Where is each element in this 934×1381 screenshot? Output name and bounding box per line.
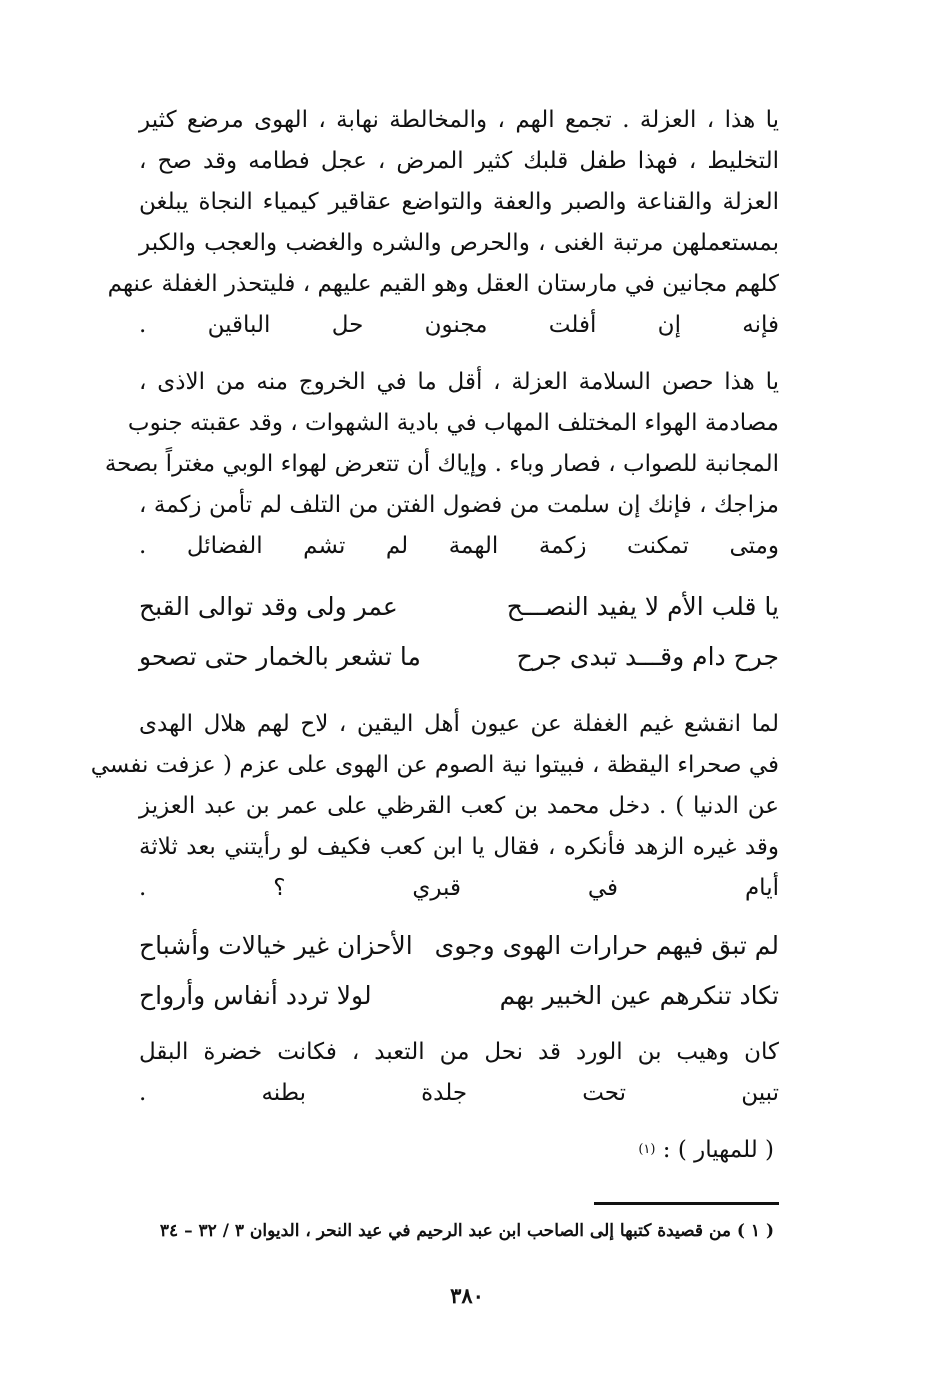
verse-row bbox=[139, 585, 779, 629]
text-line: لما انقشع غيم الغفلة عن عيون أهل اليقين ، لاح لهم هلال الهدى bbox=[139, 711, 779, 737]
attribution-text: ( للمهيار ) : bbox=[662, 1137, 774, 1163]
text-line: كلهم مجانين في مارستان العقل وهو القيم عليهم ، فليتحذر الغفلة عنهم bbox=[107, 271, 779, 297]
verse-row bbox=[139, 924, 779, 968]
hemistich-first: تكاد تنكرهم عين الخبير بهم bbox=[499, 981, 779, 1010]
paragraph-1 bbox=[107, 100, 779, 346]
text-line: ومتى تمكنت زكمة الهمة لم تشم الفضائل . bbox=[139, 533, 779, 559]
verse-row bbox=[139, 635, 779, 679]
hemistich-second: لولا تردد أنفاس وأرواح bbox=[139, 981, 372, 1010]
text-line: يا هذا حصن السلامة العزلة ، أقل ما في الخروج منه من الاذى ، bbox=[139, 369, 779, 395]
text-line: العزلة والقناعة والصبر والعفة والتواضع عقاقير كيمياء النجاة يبلغن bbox=[139, 189, 779, 215]
text-line: التخليط ، فهذا طفل قلبك كثير المرض ، عجل فطامه وقد صح ، bbox=[139, 148, 779, 174]
page-number: ٣٨٠ bbox=[450, 1283, 484, 1308]
paragraph-3 bbox=[90, 704, 779, 909]
text-line: أيام في قبري ؟ . bbox=[139, 875, 779, 901]
text-line: كان وهيب بن الورد قد نحل من التعبد ، فكانت خضرة البقل bbox=[139, 1039, 779, 1065]
text-line: وقد غيره الزهد فأنكره ، فقال يا ابن كعب فكيف لو رأيتني بعد ثلاثة bbox=[139, 834, 779, 860]
hemistich-second: الأحزان غير خيالات وأشباح bbox=[139, 931, 413, 960]
poet-attribution bbox=[638, 1130, 774, 1170]
text-line: يا هذا ، العزلة . تجمع الهم ، والمخالطة نهابة ، الهوى مرضع كثير bbox=[139, 107, 779, 133]
hemistich-second: عمر ولى وقد توالى القبح bbox=[139, 592, 398, 621]
verse-row bbox=[139, 974, 779, 1018]
text-line: تبين تحت جلدة بطنه . bbox=[139, 1080, 779, 1106]
paragraph-4 bbox=[139, 1032, 779, 1114]
text-line: في صحراء اليقظة ، فبيتوا نية الصوم عن الهوى على عزم ( عزفت نفسي bbox=[90, 752, 779, 778]
text-line: عن الدنيا ) . دخل محمد بن كعب القرظي على عمر بن عبد العزيز bbox=[139, 793, 779, 819]
hemistich-first: جرح دام وقـــد تبدى جرح bbox=[516, 642, 779, 671]
footnote-marker: (١) bbox=[638, 1142, 656, 1157]
text-line: فإنه إن أفلت مجنون حل الباقين . bbox=[139, 312, 779, 338]
text-line: مزاجك ، فإنك إن سلمت من فضول الفتن من التلف لم تأمن زكمة ، bbox=[139, 492, 779, 518]
text-line: المجانبة للصواب ، فصار وباء . وإياك أن تتعرض لهواء الوبي مغتراً بصحة bbox=[104, 451, 779, 477]
paragraph-2 bbox=[104, 362, 779, 567]
text-line: بمستعملهن مرتبة الغنى ، والحرص والشره والغضب والعجب والكبر bbox=[139, 230, 779, 256]
poem-verse-2 bbox=[139, 924, 779, 1018]
footnote: ( ١ ) من قصيدة كتبها إلى الصاحب ابن عبد الرحيم في عيد النحر ، الديوان ٣ / ٣٢ – ٣٤ bbox=[159, 1221, 774, 1241]
hemistich-first: لم تبق فيهم حرارات الهوى وجوى bbox=[434, 931, 779, 960]
hemistich-second: ما تشعر بالخمار حتى تصحو bbox=[139, 642, 421, 671]
hemistich-first: يا قلب الأم لا يفيد النصـــح bbox=[506, 592, 779, 621]
text-line: مصادمة الهواء المختلف المهاب في بادية الشهوات ، وقد عقبته جنوب bbox=[127, 410, 779, 436]
footnote-divider bbox=[594, 1202, 779, 1205]
poem-verse-1 bbox=[139, 585, 779, 679]
